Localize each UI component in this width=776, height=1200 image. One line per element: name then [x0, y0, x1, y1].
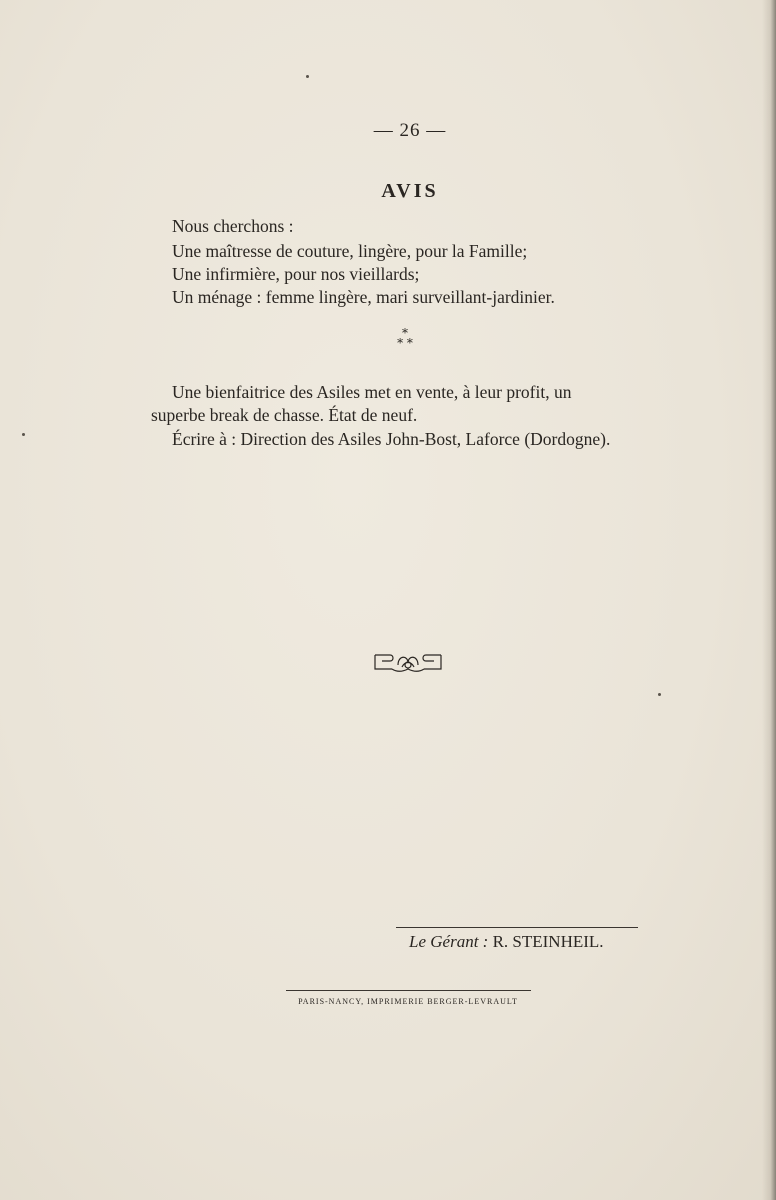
paper-speck: [306, 75, 309, 78]
signature-role: Le Gérant :: [409, 932, 489, 951]
text-line: Un ménage : femme lingère, mari surveillant-jardinier.: [172, 287, 555, 307]
floral-ornament-icon: [372, 649, 444, 675]
text-line: Une bienfaitrice des Asiles met en vente, à leur profit, un: [172, 382, 572, 402]
text-line: Nous cherchons :: [172, 216, 294, 236]
asterism: [385, 328, 425, 354]
section-title: AVIS: [381, 180, 439, 202]
text-line: Écrire à : Direction des Asiles John-Bost, Laforce (Dordogne).: [172, 429, 611, 449]
asterism-top: *: [402, 326, 408, 340]
text-line: superbe break de chasse. État de neuf.: [151, 405, 418, 425]
paper-speck: [22, 433, 25, 436]
signature-name: R. STEINHEIL.: [492, 932, 604, 951]
printer-rule: [286, 990, 531, 991]
asterism-bottom: * *: [397, 336, 413, 350]
signature: [409, 932, 604, 952]
page-number: — 26 —: [373, 120, 447, 141]
printer-imprint: PARIS-NANCY, IMPRIMERIE BERGER-LEVRAULT: [298, 997, 518, 1006]
paper-speck: [658, 693, 661, 696]
text-line: Une maîtresse de couture, lingère, pour la Famille;: [172, 241, 528, 261]
signature-rule: [396, 927, 638, 928]
text-line: Une infirmière, pour nos vieillards;: [172, 264, 420, 284]
